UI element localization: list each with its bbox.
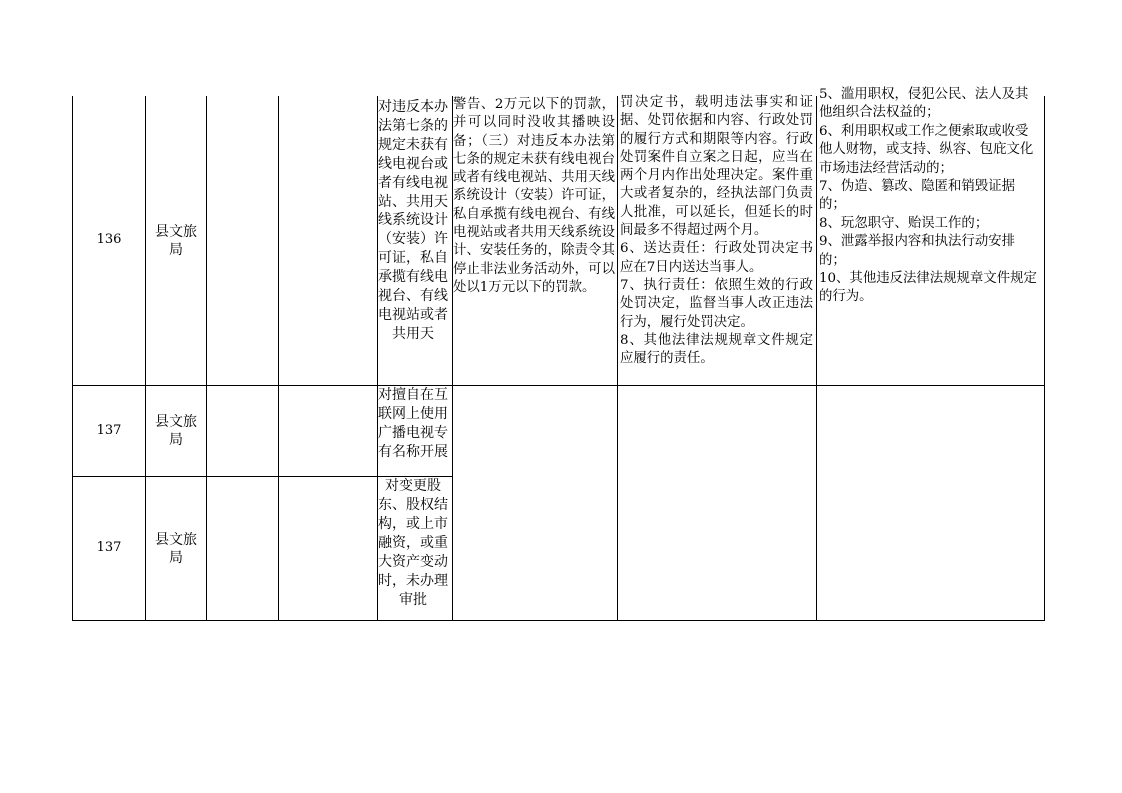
accountability-item: 6、利用职权或工作之便索取或收受他人财物，或支持、纵容、包庇文化市场违法经营活动的； <box>819 123 1034 176</box>
accountability-item: 5、滥用职权，侵犯公民、法人及其他组织合法权益的； <box>819 87 1029 121</box>
accountability-cell <box>817 87 1044 385</box>
duty-cell <box>619 96 815 385</box>
grid-line <box>452 96 453 621</box>
duty-item: 8、其他法律法规规章文件规定应履行的责任。 <box>620 332 813 367</box>
grid-line <box>145 96 146 621</box>
grid-line <box>816 96 817 621</box>
department-cell <box>152 386 200 476</box>
grid-line <box>1044 96 1045 621</box>
department-cell <box>152 477 200 620</box>
grid-line <box>278 96 279 621</box>
serial-number-cell <box>73 477 145 620</box>
grid-line <box>72 620 1045 621</box>
matter-name-cell <box>378 386 451 476</box>
matter-name-cell <box>378 96 451 385</box>
serial-number-cell <box>73 96 145 385</box>
department-cell <box>152 96 200 385</box>
grid-line <box>72 385 1045 386</box>
accountability-item: 9、泄露举报内容和执法行动安排的； <box>819 234 1015 268</box>
matter-name: 对擅自在互联网上使用广播电视专有名称开展 <box>378 387 448 460</box>
basis-cell <box>453 96 617 385</box>
grid-line <box>72 476 452 477</box>
serial-number: 136 <box>96 232 122 248</box>
grid-line <box>206 96 207 621</box>
matter-name: 对违反本办法第七条的规定未获有线电视台或者有线电视站、共用天线系统设计（安装）许可证，私自承揽有线电视台、有线电视站或者共用天 <box>378 99 448 342</box>
penalty-basis: 警告、2万元以下的罚款，并可以同时没收其播映设备；（三）对违反本办法第七条的规定未获有线电视台或者有线电视站、共用天线系统设计（安装）许可证，私自承揽有线电视台、有线电视站或者共用天线系统设计、安装任务的，除责令其停止非法业务活动外，可以处以1万元以下的罚款。 <box>453 97 615 295</box>
department-name: 县文旅局 <box>155 223 197 258</box>
serial-number: 137 <box>96 540 122 556</box>
department-name: 县文旅局 <box>155 414 197 448</box>
matter-name: 对变更股东、股权结构，或上市融资，或重大资产变动时，未办理审批 <box>378 478 448 608</box>
serial-number: 137 <box>96 422 122 438</box>
accountability-item: 7、伪造、篡改、隐匿和销毁证据的； <box>819 179 1015 213</box>
duty-item: 7、执行责任：依照生效的行政处罚决定，监督当事人改正违法行为，履行处罚决定。 <box>620 277 813 330</box>
department-name: 县文旅局 <box>155 531 197 566</box>
accountability-item: 8、玩忽职守、贻误工作的； <box>819 215 989 231</box>
grid-line <box>377 96 378 621</box>
grid-line <box>617 96 618 621</box>
grid-line <box>72 96 73 621</box>
duty-item: 6、送达责任：行政处罚决定书应在7日内送达当事人。 <box>620 241 813 275</box>
duty-item: 罚决定书，载明违法事实和证据、处罚依据和内容、行政处罚的履行方式和期限等内容。行政处罚案件自立案之日起，应当在两个月内作出处理决定。案件重大或者复杂的，经执法部门负责人批准，可以延长，但延长的时间最多不得超过两个月。 <box>620 95 813 239</box>
accountability-item: 10、其他违反法律法规规章文件规定的行为。 <box>819 271 1037 305</box>
matter-name-cell <box>378 477 451 620</box>
serial-number-cell <box>73 386 145 476</box>
